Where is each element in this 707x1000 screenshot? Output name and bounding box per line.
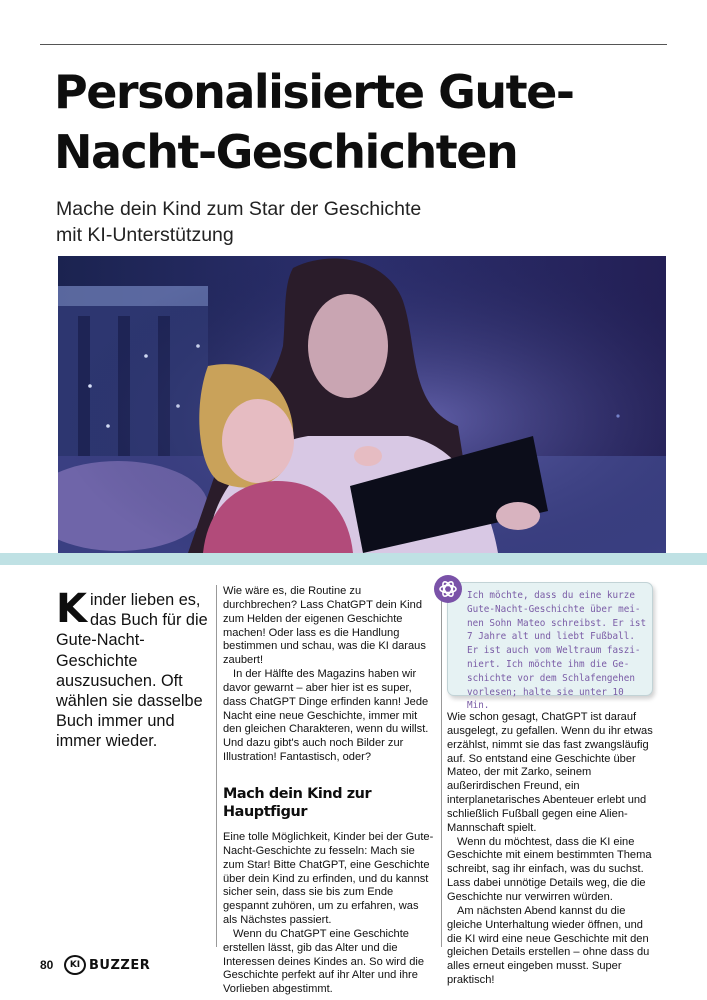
prompt-line: Gute-Nacht-Geschichte über mei-	[467, 603, 641, 615]
prompt-line: schichte vor dem Schlafengehen	[467, 672, 635, 684]
section-band	[0, 553, 707, 565]
col2-paragraph-4: Wenn du ChatGPT eine Geschichte erstellen lässt, gib das Alter und die Interessen deines Kindes an. So wird die Geschichte perfekt auf ihr Alter und ihre Vorlieben abgestimmt.	[223, 927, 425, 996]
hero-illustration	[58, 256, 666, 553]
logo-ki-badge: KI	[64, 955, 86, 975]
intro-paragraph	[56, 586, 216, 752]
chatgpt-logo-icon	[433, 574, 463, 604]
logo-wordmark: BUZZER	[89, 957, 151, 973]
column-2	[223, 585, 435, 997]
col3-paragraph-3: Am nächsten Abend kannst du die gleiche Unterhaltung wieder öffnen, und die KI wird eine neue Geschichte mit den gleichen Details erstellen – ohne dass du alles erneut eingeben musst. Super praktisch!	[447, 904, 650, 987]
prompt-line: Ich möchte, dass du eine kurze	[467, 590, 635, 601]
drop-cap: K	[56, 586, 87, 632]
col3-paragraph-2: Wenn du möchtest, dass die KI eine Geschichte mit einem bestimmten Thema schreibt, sag ihr einfach, was du suchst. Lass dabei unnötige Details weg, die die Geschichte nur verwirren würden.	[447, 835, 652, 903]
subtitle-line-2: mit KI-Unterstützung	[56, 224, 234, 246]
prompt-line: Er ist auch vom Weltraum faszi-	[467, 645, 641, 657]
top-rule	[40, 44, 667, 45]
page-number: 80	[40, 958, 54, 972]
subtitle-line-1: Mache dein Kind zum Star der Geschichte	[56, 198, 422, 220]
column-rule-1	[216, 585, 217, 947]
section-heading: Mach dein Kind zur Hauptfigur	[223, 785, 372, 820]
col3-paragraph-1: Wie schon gesagt, ChatGPT ist darauf ausgelegt, zu gefallen. Wenn du ihr etwas erzählst, nimmt sie das fast zwangsläufig auf. So entstand eine Geschichte über Mateo, der mit Zarko, seinem außerirdischen Freund, ein interplanetarisches Abenteuer erlebt und schließlich Fußball gegen eine Alien-Mannschaft spielt.	[447, 711, 653, 834]
column-3	[447, 711, 659, 988]
hero-photo	[58, 256, 666, 553]
article-title: Personalisierte Gute-Nacht-Geschichten	[54, 65, 574, 179]
col2-paragraph-3: Eine tolle Möglichkeit, Kinder bei der Gute-Nacht-Geschichte zu fesseln: Mach sie zum Star! Bitte ChatGPT, eine Geschichte über dein Kind zu erfinden, und du kannst sicher sein, dass sie bis zum Ende gespannt zuhören, um zu erfahren, was als Nächstes passiert.	[223, 830, 434, 927]
article-subtitle	[56, 196, 656, 248]
column-rule-2	[441, 585, 442, 947]
col2-paragraph-1: Wie wäre es, die Routine zu durchbrechen? Lass ChatGPT dein Kind zum Helden der eigenen Geschichte machen! Oder lass es die Handlung bestimmen und schau, was die KI daraus zaubert!	[223, 585, 426, 667]
intro-text: inder lieben es, das Buch für die Gute-Nacht-Geschichte auszusuchen. Oft wählen sie dasselbe Buch immer und immer wieder.	[56, 591, 208, 751]
magazine-logo	[64, 955, 150, 975]
prompt-line: vorlesen; halte sie unter 10 Min.	[467, 686, 624, 712]
prompt-line: niert. Ich möchte ihm die Ge-	[467, 658, 630, 670]
prompt-text	[467, 589, 651, 713]
prompt-line: 7 Jahre alt und liebt Fußball.	[467, 631, 635, 643]
col2-paragraph-2: In der Hälfte des Magazins haben wir davor gewarnt – aber hier ist es super, dass ChatGPT Dinge erfinden kann! Jede Nacht eine neue Geschichte, immer mit den gleichen Charakteren, wenn du willst. Und dazu gibt's auch noch Bilder zur Illustration! Fantastisch, oder?	[223, 668, 429, 764]
prompt-line: nen Sohn Mateo schreibst. Er ist	[467, 617, 647, 629]
